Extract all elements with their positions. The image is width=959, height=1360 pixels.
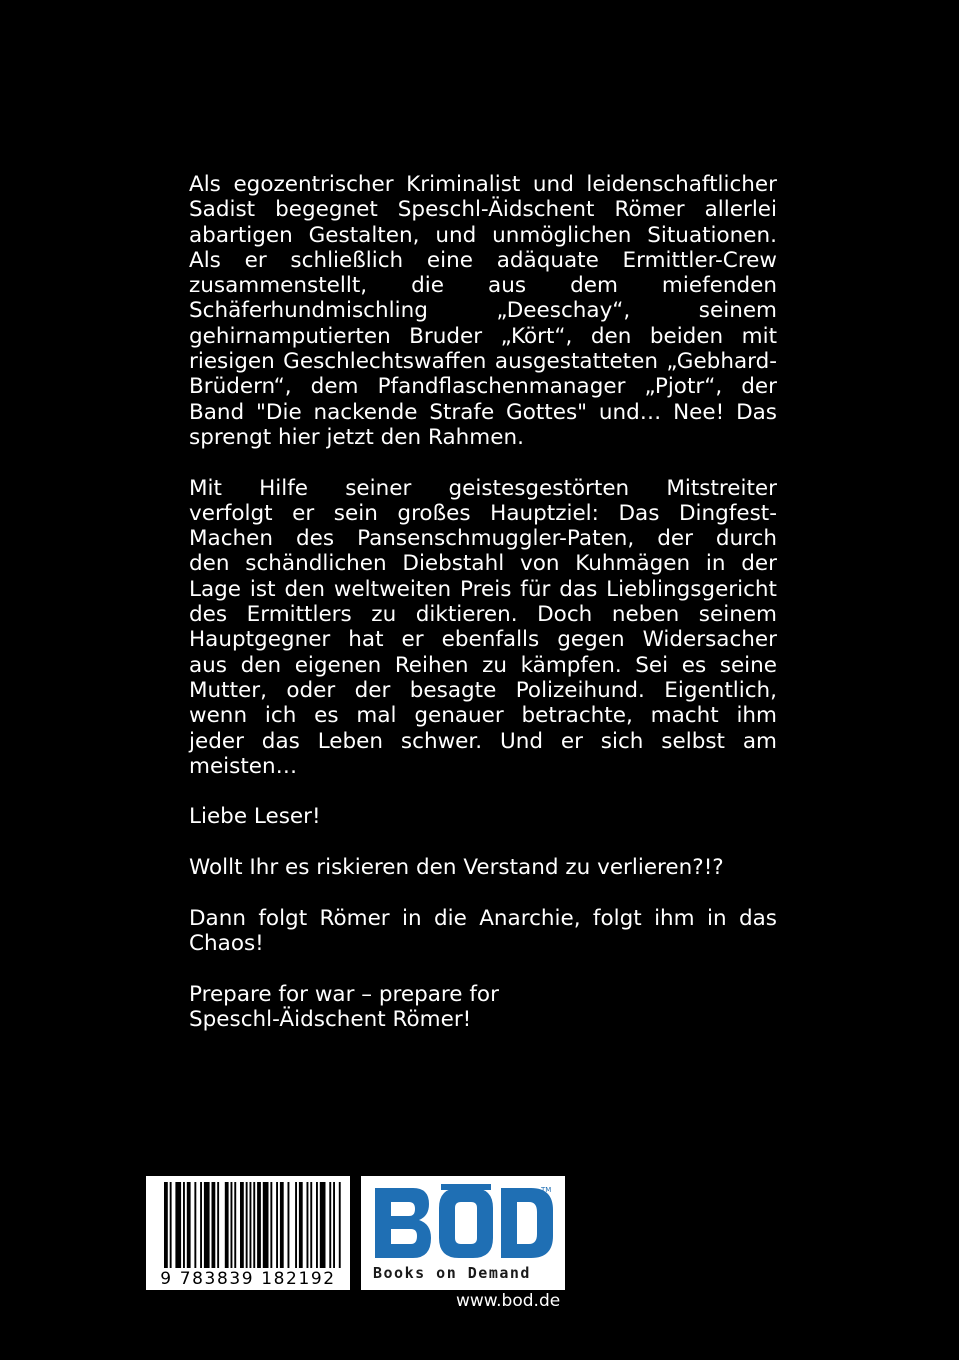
text-line: zusammenstellt, die aus dem miefenden: [189, 273, 777, 299]
barcode-bar: [246, 1182, 248, 1268]
barcode-bar: [276, 1182, 278, 1268]
isbn-barcode: [146, 1176, 350, 1290]
barcode-bar: [288, 1182, 290, 1268]
text-line: abartigen Gestalten, und unmöglichen Situationen.: [189, 222, 777, 248]
text-line: Band "Die nackende Strafe Gottes" und… Nee! Das: [189, 399, 777, 425]
text-line: gehirnamputierten Bruder „Kört“, den beiden mit: [189, 323, 777, 349]
barcode-bar: [164, 1182, 168, 1268]
publisher-logo: [361, 1176, 565, 1290]
text-line: Speschl-Äidschent Römer!: [189, 1006, 472, 1032]
text-line: Prepare for war – prepare for: [189, 981, 499, 1007]
barcode-bar: [240, 1182, 244, 1268]
bod-logo-letters: [371, 1184, 557, 1264]
barcode-bar: [217, 1182, 219, 1268]
text-line: den schändlichen Diebstahl von Kuhmägen in der: [189, 551, 777, 577]
text-line: Mit Hilfe seiner geistesgestörten Mitstreiter: [189, 475, 777, 501]
barcode-bar: [270, 1182, 272, 1268]
text-line: verfolgt er sein großes Hauptziel: Das Dingfest-: [189, 500, 777, 526]
barcode-bar: [200, 1182, 202, 1268]
publisher-tagline: Books on Demand: [373, 1264, 531, 1282]
text-line: Schäferhundmischling „Deeschay“, seinem: [189, 298, 777, 324]
blurb-paragraph-2: [189, 476, 777, 780]
barcode-bar: [212, 1182, 216, 1268]
barcode-bar: [299, 1182, 303, 1268]
barcode-bar: [310, 1182, 312, 1268]
text-line: des Ermittlers zu diktieren. Doch neben seinem: [189, 602, 777, 628]
text-line: Dann folgt Römer in die Anarchie, folgt ihm in das: [189, 905, 777, 931]
text-line: Als egozentrischer Kriminalist und leidenschaftlicher: [189, 172, 777, 197]
barcode-bar: [316, 1182, 318, 1268]
text-line: Als er schließlich eine adäquate Ermittler-Crew: [189, 247, 777, 273]
trademark-mark: TM: [541, 1186, 552, 1194]
text-line: Chaos!: [189, 930, 264, 956]
text-line: wenn ich es mal genauer betrachte, macht ihm: [189, 703, 777, 729]
barcode-bar: [194, 1182, 196, 1268]
barcode-bar: [257, 1182, 261, 1268]
isbn-number: 9 783839 182192: [160, 1269, 336, 1289]
barcode-bar: [333, 1182, 335, 1268]
barcode-bar: [263, 1182, 269, 1268]
blurb-paragraph-3: [189, 804, 777, 829]
barcode-bar: [231, 1182, 233, 1268]
barcode-bar: [175, 1182, 181, 1268]
barcode-bar: [187, 1182, 191, 1268]
text-line: jeder das Leben schwer. Und er sich selbst am: [189, 728, 777, 754]
barcode-bar: [253, 1182, 255, 1268]
barcode-bar: [225, 1182, 229, 1268]
blurb-paragraph-1: [189, 172, 777, 450]
text-line: riesigen Geschlechtswaffen ausgestatteten „Gebhard-: [189, 349, 777, 375]
text-line: sprengt hier jetzt den Rahmen.: [189, 424, 524, 450]
text-line: aus den eigenen Reihen zu kämpfen. Sei es seine: [189, 652, 777, 678]
text-line: meisten…: [189, 753, 298, 779]
barcode-bar: [170, 1182, 172, 1268]
barcode-bar: [329, 1182, 331, 1268]
barcode-bar: [234, 1182, 236, 1268]
barcode-bar: [280, 1182, 284, 1268]
text-line: Brüdern“, dem Pfandflaschenmanager „Pjotr“, der: [189, 374, 777, 400]
text-line: Mutter, oder der besagte Polizeihund. Eigentlich,: [189, 677, 777, 703]
barcode-bar: [183, 1182, 185, 1268]
barcode-bar: [339, 1182, 341, 1268]
back-cover-blurb: [189, 172, 777, 1057]
text-line: Hauptgegner hat er ebenfalls gegen Widersacher: [189, 627, 777, 653]
barcode-bar: [250, 1182, 252, 1268]
barcode-bar: [295, 1182, 297, 1268]
blurb-paragraph-5: [189, 906, 777, 957]
publisher-url: www.bod.de: [456, 1291, 561, 1311]
blurb-paragraph-6: [189, 982, 777, 1033]
barcode-bar: [204, 1182, 210, 1268]
blurb-paragraph-4: [189, 855, 777, 880]
barcode-bar: [320, 1182, 326, 1268]
text-line: Liebe Leser!: [189, 804, 321, 830]
text-line: Machen des Pansenschmuggler-Paten, der durch: [189, 526, 777, 552]
text-line: Wollt Ihr es riskieren den Verstand zu verlieren?!?: [189, 855, 724, 881]
barcode-bar: [307, 1182, 309, 1268]
text-line: Sadist begegnet Speschl-Äidschent Römer allerlei: [189, 197, 777, 223]
text-line: Lage ist den weltweiten Preis für das Lieblingsgericht: [189, 576, 777, 602]
